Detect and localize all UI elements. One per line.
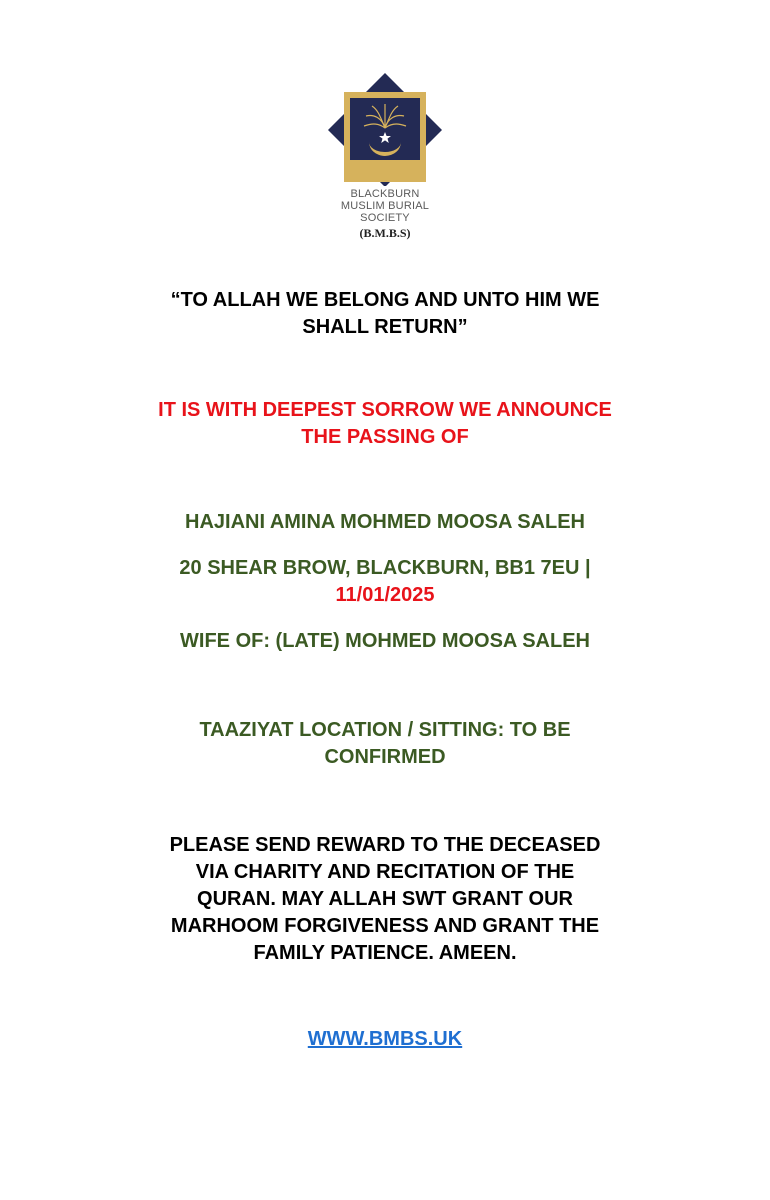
quote: [0, 287, 770, 341]
message-line4: MARHOOM FORGIVENESS AND GRANT THE: [170, 915, 600, 937]
message-line3: QURAN. MAY ALLAH SWT GRANT OUR: [197, 888, 573, 910]
bmbs-emblem-icon: [322, 70, 448, 186]
taaziyat-info: [0, 717, 770, 771]
logo: [0, 70, 770, 250]
message-line2: VIA CHARITY AND RECITATION OF THE: [195, 861, 575, 883]
taaziyat-line1: TAAZIYAT LOCATION / SITTING: TO BE: [199, 719, 571, 741]
website-link[interactable]: WWW.BMBS.UK: [307, 1028, 463, 1050]
deceased-address: 20 SHEAR BROW, BLACKBURN, BB1 7EU |: [179, 557, 591, 579]
org-name-line1: BLACKBURN: [350, 188, 420, 200]
announcement-line2: THE PASSING OF: [301, 426, 469, 448]
message-line5: FAMILY PATIENCE. AMEEN.: [253, 942, 517, 964]
announcement: [0, 397, 770, 451]
announcement-line1: IT IS WITH DEEPEST SORROW WE ANNOUNCE: [158, 399, 612, 421]
deceased-name: HAJIANI AMINA MOHMED MOOSA SALEH: [185, 511, 585, 533]
quote-line2: SHALL RETURN”: [302, 316, 468, 338]
org-abbreviation: (B.M.B.S): [359, 226, 411, 240]
org-name-line3: SOCIETY: [360, 212, 410, 224]
org-name-line2: MUSLIM BURIAL: [340, 200, 430, 212]
date-of-passing: 11/01/2025: [335, 584, 435, 606]
relation: WIFE OF: (LATE) MOHMED MOOSA SALEH: [180, 630, 590, 652]
message-line1: PLEASE SEND REWARD TO THE DECEASED: [169, 834, 601, 856]
website: [0, 1026, 770, 1053]
quote-line1: “TO ALLAH WE BELONG AND UNTO HIM WE: [170, 289, 600, 311]
taaziyat-line2: CONFIRMED: [324, 746, 446, 768]
dua-message: [0, 832, 770, 967]
